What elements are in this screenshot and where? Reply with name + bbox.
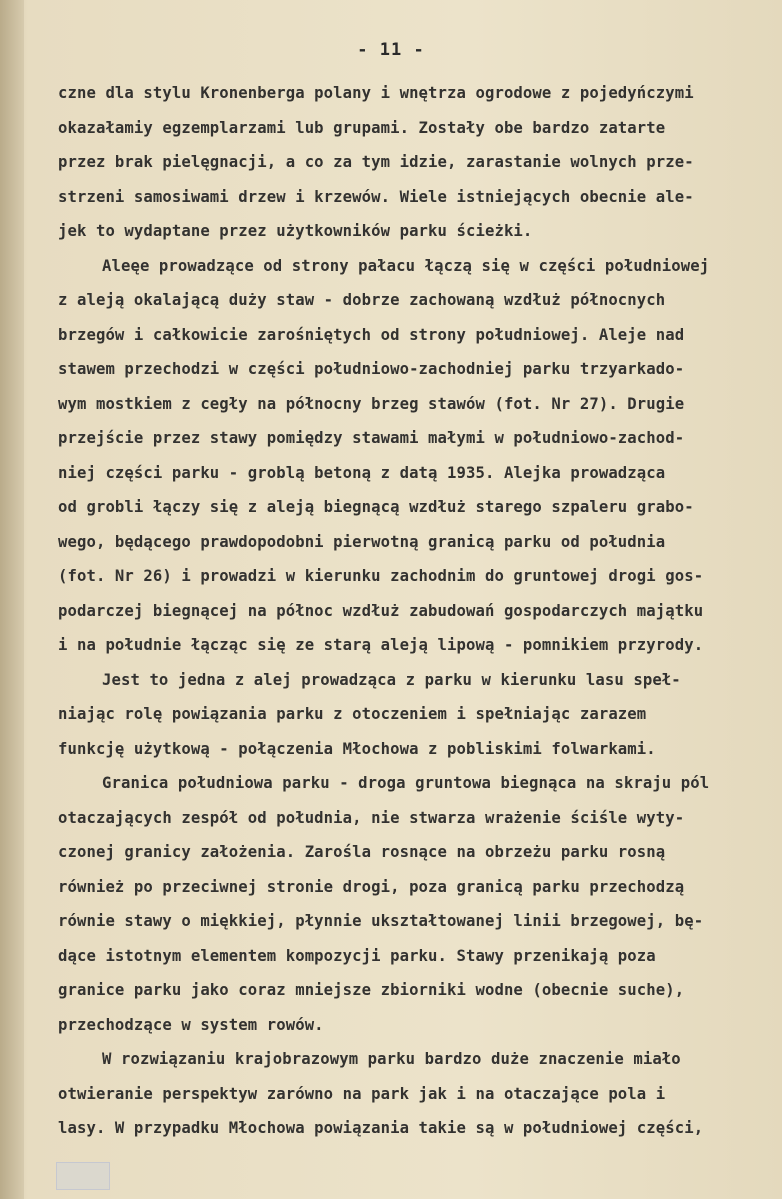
text-line: przejście przez stawy pomiędzy stawami małymi w południowo-zachod- [58, 429, 685, 447]
text-line: otwieranie perspektyw zarówno na park jak i na otaczające pola i [58, 1084, 666, 1103]
text-line: okazałamiy egzemplarzami lub grupami. Zostały obe bardzo zatarte [58, 118, 666, 137]
text-line: i na południe łącząc się ze starą aleją lipową - pomnikiem przyrody. [58, 636, 704, 654]
text-line: funkcję użytkową - połączenia Młochowa z pobliskimi folwarkami. [58, 739, 656, 758]
text-line: czne dla stylu Kronenberga polany i wnętrza ogrodowe z pojedyńczymi [58, 84, 694, 102]
page-number: - 11 - [357, 40, 425, 60]
text-line: Granica południowa parku - droga gruntowa biegnąca na skraju pól [102, 774, 710, 792]
text-line: niając rolę powiązania parku z otoczeniem i spełniając zarazem [58, 705, 647, 723]
text-line: od grobli łączy się z aleją biegnącą wzdłuż starego szpaleru grabo- [58, 498, 694, 516]
text-line: brzegów i całkowicie zarośniętych od strony południowej. Aleje nad [58, 325, 685, 344]
text-line: stawem przechodzi w części południowo-zachodniej parku trzyarkado- [58, 360, 685, 378]
body-text [58, 76, 764, 1146]
text-line: również po przeciwnej stronie drogi, poza granicą parku przechodzą [58, 877, 685, 896]
text-line: przechodzące w system rowów. [58, 1015, 324, 1034]
text-line: Aleęe prowadzące od strony pałacu łączą się w części południowej [102, 256, 710, 275]
text-line: Jest to jedna z alej prowadząca z parku w kierunku lasu speł- [102, 670, 681, 689]
library-stamp [56, 1162, 110, 1190]
text-line: W rozwiązaniu krajobrazowym parku bardzo duże znaczenie miało [102, 1050, 681, 1068]
text-line: strzeni samosiwami drzew i krzewów. Wiele istniejących obecnie ale- [58, 187, 694, 206]
text-line: z aleją okalającą duży staw - dobrze zachowaną wzdłuż północnych [58, 291, 666, 309]
text-line: (fot. Nr 26) i prowadzi w kierunku zachodnim do gruntowej drogi gos- [58, 567, 704, 585]
text-line: podarczej biegnącej na północ wzdłuż zabudowań gospodarczych majątku [58, 601, 704, 620]
text-line: wym mostkiem z cegły na północny brzeg stawów (fot. Nr 27). Drugie [58, 394, 685, 413]
text-line: lasy. W przypadku Młochowa powiązania takie są w południowej części, [58, 1119, 704, 1137]
text-line: przez brak pielęgnacji, a co za tym idzie, zarastanie wolnych prze- [58, 153, 694, 171]
text-line: czonej granicy założenia. Zarośla rosnące na obrzeżu parku rosną [58, 843, 666, 861]
binding-edge [0, 0, 24, 1199]
text-line: niej części parku - groblą betoną z datą 1935. Alejka prowadząca [58, 463, 666, 482]
text-line: granice parku jako coraz mniejsze zbiorniki wodne (obecnie suche), [58, 981, 685, 999]
text-line: dące istotnym elementem kompozycji parku. Stawy przenikają poza [58, 946, 656, 965]
text-line: równie stawy o miękkiej, płynnie ukształtowanej linii brzegowej, bę- [58, 912, 704, 930]
text-line: otaczających zespół od południa, nie stwarza wrażenie ściśle wyty- [58, 808, 685, 827]
text-line: wego, będącego prawdopodobni pierwotną granicą parku od południa [58, 532, 666, 551]
text-line: jek to wydaptane przez użytkowników parku ścieżki. [58, 222, 533, 240]
